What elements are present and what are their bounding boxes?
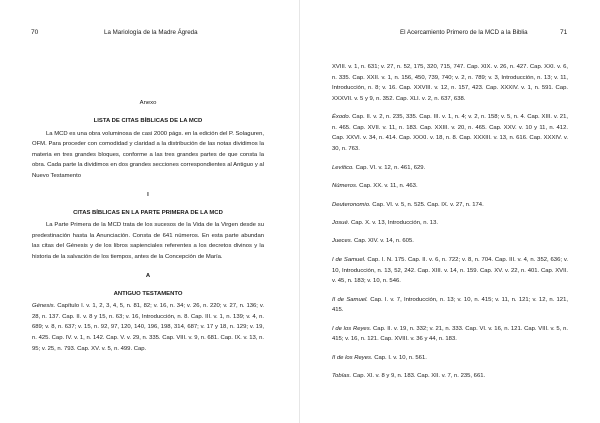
- book-name: II de los Reyes.: [332, 354, 373, 361]
- anexo-label: Anexo: [139, 100, 157, 106]
- book-entries: [332, 112, 568, 382]
- book-name: Tobías.: [332, 373, 352, 380]
- book-name: I de Samuel.: [332, 256, 366, 263]
- heading-lista-citas: LISTA DE CITAS BÍBLICAS DE LA MCD: [93, 117, 203, 124]
- entry-tobias: [332, 371, 568, 382]
- entry-ii-reyes: [332, 353, 568, 364]
- right-body: [332, 62, 568, 382]
- right-page: [300, 0, 600, 423]
- entry-deuteronomio: [332, 200, 568, 211]
- book-name: Números.: [332, 183, 358, 190]
- right-running-title: El Acercamiento Primero de la MCD a la Biblia: [400, 29, 528, 36]
- entry-i-reyes: [332, 324, 568, 345]
- genesis-book: Génesis.: [32, 303, 56, 310]
- heading-citas-primera: CITAS BÍBLICAS EN LA PARTE PRIMERA DE LA MCD: [73, 209, 223, 216]
- heading-antiguo-testamento: ANTIGUO TESTAMENTO: [113, 290, 183, 297]
- section-numeral: I: [147, 191, 149, 198]
- right-page-number: 71: [560, 29, 568, 36]
- book-name: Deuteronomio.: [332, 201, 371, 208]
- entry-i-samuel: [332, 255, 568, 287]
- book-name: Jueces.: [332, 238, 353, 245]
- entry-numeros: [332, 181, 568, 192]
- left-page-number: 70: [31, 29, 39, 36]
- entry-levitico: [332, 163, 568, 174]
- book-refs: Cap. I. v. 10, n. 561.: [372, 354, 427, 361]
- book-name: I de los Reyes.: [332, 325, 372, 332]
- book-refs: Cap. X. v. 13, Introducción, n. 13.: [349, 219, 438, 226]
- book-refs: Cap. I. N. 175. Cap. II. v. 6, n. 722; v. 8, n. 704. Cap. III. v. 4, n. 352, 636; v. 10, Introducción, n. 13, 52, 242. Cap. XIII. v. 14, n. 159. Cap. XV. v. 22, n. 401. Cap. XVII. v. 45, n. 183; v. 10, n. 546.: [332, 256, 568, 285]
- book-refs: Cap. II. v. 2, n. 235, 335. Cap. III. v. 1, n. 4; v. 2, n. 158; v. 5, n. 4. Cap. XIII. v. 21, n. 465. Cap. XVII. v. 11, n. 183. Cap. XXIII. v. 20, n. 465. Cap. XXV. v. 10 y 11, n. 412. Cap. XXVI. v. 34, n. 414. Cap. XXXI. v. 18, n. 8. Cap. XXXIII. v. 13, n. 616. Cap. XXXIV. v. 30, n. 763.: [332, 114, 568, 153]
- section-letter: A: [145, 272, 151, 279]
- entry-jueces: [332, 236, 568, 247]
- book-refs: Cap. I. v. 7, Introducción, n. 13; v. 10, n. 415; v. 11, n. 121; v. 12, n. 121, 415.: [332, 296, 568, 314]
- book-refs: Cap. II. v. 19, n. 332; v. 21, n. 333. Cap. VI. v. 16, n. 121. Cap. VIII. v. 5, n. 415; v. 16, n. 121. Cap. XVIII. v. 36 y 44, n. 183.: [332, 325, 568, 343]
- genesis-continuation: XVIII. v. 1, n. 631; v. 27, n. 52, 175, 320, 715, 747. Cap. XIX. v. 26, n. 427. Cap. XXI. v. 6, n. 335. Cap. XXII. v. 1, n. 156, 450, 739, 740; v. 2, n. 789; v. 3, Introducción, n. 13; v. 11, Introducción, n. 8; v. 16. Cap. XXVIII. v. 12, n. 157, 423. Cap. XXXIV. v. 1, n. 591. Cap. XXXVII. v. 5 y 9, n. 352. Cap. XLI. v. 2, n. 637, 638.: [332, 64, 568, 102]
- book-refs: Cap. VI. v. 12, n. 461, 629.: [353, 164, 426, 171]
- left-body: [32, 98, 264, 354]
- primera-paragraph: La Parte Primera de la MCD trata de los sucesos de la Vida de la Virgen desde su predestinación hasta la Anunciación. Consta de 641 números. En esta parte abundan las citas del Génesis y de los libros sapienciales referentes a los decretos divinos y la historia de la salvación de los tiempos, antes de la Concepción de María.: [32, 222, 264, 261]
- genesis-refs: Capítulo I. v. 1, 2, 3, 4, 5, n. 81, 82; v. 16, n. 34; v. 26, n. 220; v. 27, n. 136; v. 28, n. 137. Cap. II. v. 8 y 15, n. 63; v. 16, Introducción, n. 8. Cap. III. v. 1, n. 139; v. 4, n. 689; v. 8, n. 637; v. 15, n. 92, 97, 120, 140, 196, 198, 314, 687; v. 17 y 18, n. 129; v. 19, n. 425. Cap. IV. v. 1, n. 142. Cap. V. v. 29, n. 335. Cap. VIII. v. 9, n. 681. Cap. IX. v. 13, n. 95; v. 25, n. 793. Cap. XV. v. 5, n. 499. Cap.: [32, 303, 264, 352]
- book-name: Levítico.: [332, 164, 354, 171]
- book-refs: Cap. XIV. v. 14, n. 605.: [352, 238, 414, 245]
- book-refs: Cap. XI. v. 8 y 9, n. 183. Cap. XII. v. 7, n. 235, 661.: [351, 373, 486, 380]
- entry-josue: [332, 218, 568, 229]
- left-running-title: La Mariología de la Madre Ágreda: [104, 29, 198, 36]
- intro-paragraph: La MCD es una obra voluminosa de casi 2000 págs. en la edición del P. Solaguren, OFM. Para proceder con comodidad y claridad a la distribución de las notas dividimos la materia en tres grandes bloques, conforme a las tres grandes partes de que consta la obra. Cada parte la dividimos en dos grandes secciones correspondientes al Antiguo y al Nuevo Testamento: [32, 130, 264, 179]
- book-name: Éxodo.: [332, 114, 351, 121]
- book-name: Josué.: [332, 219, 350, 226]
- entry-ii-samuel: [332, 295, 568, 316]
- book-name: II de Samuel.: [332, 296, 368, 303]
- genesis-entry: [32, 301, 264, 354]
- entry-exodo: [332, 112, 568, 154]
- book-refs: Cap. XX. v. 11, n. 463.: [357, 183, 418, 190]
- book-refs: Cap. VI. v. 5, n. 525. Cap. IX. v. 27, n. 174.: [370, 201, 484, 208]
